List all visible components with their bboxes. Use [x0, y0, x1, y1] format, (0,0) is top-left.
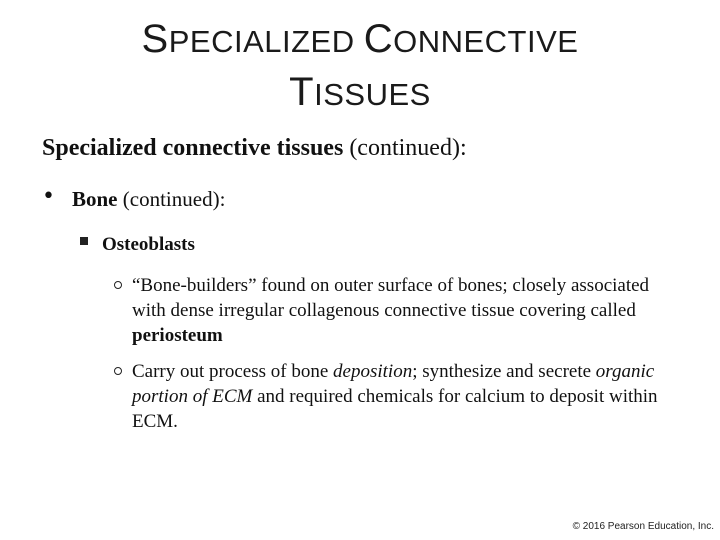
title-initial-c: C: [363, 17, 394, 61]
copyright-footer: © 2016 Pearson Education, Inc.: [572, 521, 714, 532]
sub-bullet-bone-deposition: [114, 359, 684, 434]
bullet-bone-text: [72, 187, 225, 211]
sub-bullet-bone-builders-text: [132, 273, 684, 348]
slide-title: [0, 14, 720, 120]
bullet-bone-suffix: (continued):: [117, 187, 226, 211]
slide-title-line-1: [0, 14, 720, 67]
hollow-circle-bullet-icon: [114, 281, 122, 289]
sub-bullet-bone-deposition-text: [132, 359, 684, 434]
sub-bullet-2-text-part-2: ; synthesize and secrete: [412, 361, 596, 382]
title-word-specialized: PECIALIZED: [168, 24, 364, 59]
sub-bullet-2-text-part-3: and required chemicals for calcium to deposit within ECM.: [132, 386, 658, 432]
title-word-connective: ONNECTIVE: [393, 24, 579, 59]
bullet-osteoblasts-bold: Osteoblasts: [102, 234, 195, 255]
bullet-bone-bold: Bone: [72, 187, 118, 211]
title-word-tissues: ISSUES: [314, 77, 431, 112]
sub-bullet-2-italic-deposition: deposition: [333, 361, 413, 382]
title-initial-t: T: [289, 70, 315, 114]
bullet-bone: [42, 184, 225, 214]
sub-bullet-bone-builders: [114, 273, 684, 348]
bullet-osteoblasts-text: [102, 234, 195, 255]
sub-bullet-1-bold-periosteum: periosteum: [132, 325, 223, 346]
section-heading-suffix: (continued):: [343, 135, 467, 161]
hollow-circle-bullet-icon: [114, 367, 122, 375]
sub-bullet-1-text-part-1: “Bone-builders” found on outer surface of bones; closely associated with dense irregular collagenous connective tissue covering called: [132, 275, 650, 321]
bullet-osteoblasts: [80, 231, 195, 259]
sub-bullet-2-text-part-1: Carry out process of bone: [132, 361, 334, 382]
round-bullet-icon: •: [42, 184, 55, 209]
section-heading-bold: Specialized connective tissues: [42, 135, 344, 161]
square-bullet-icon: [80, 237, 88, 245]
title-initial-s: S: [141, 17, 169, 61]
sub-bullet-2-italic-organic-portion: organic portion of ECM: [132, 361, 655, 407]
section-heading: [42, 132, 467, 164]
slide-title-line-2: [0, 67, 720, 120]
